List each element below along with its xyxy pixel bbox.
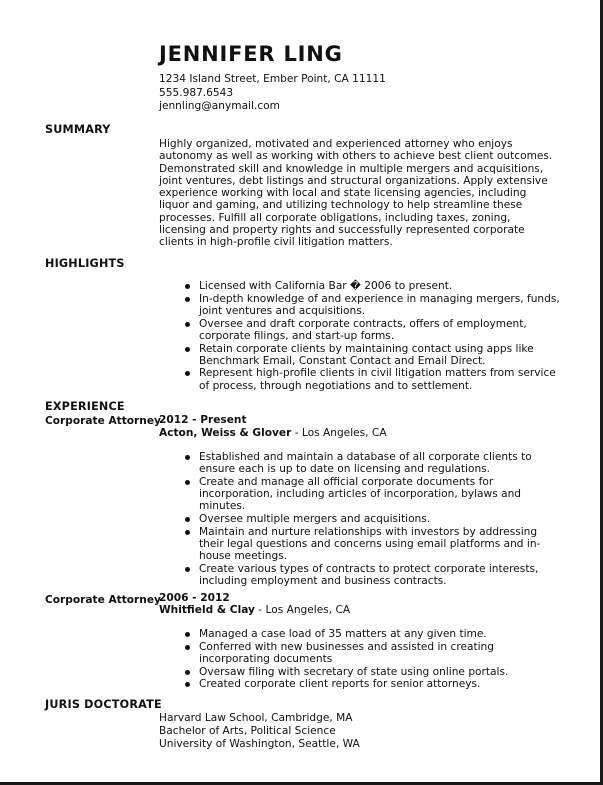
summary-heading: SUMMARY [45,123,111,136]
job-dates: 2012 - Present [159,414,247,426]
highlights-heading: HIGHLIGHTS [45,257,125,270]
contact-block [159,73,386,114]
job-company: Acton, Weiss & Glover [159,427,292,439]
list-item: Conferred with new businesses and assisted in creating incorporating documents [199,641,564,665]
job-bullets [199,628,564,691]
job-location: - Los Angeles, CA [254,604,351,616]
summary-text: Highly organized, motivated and experienced attorney who enjoys autonomy as well as working with others to achieve best client outcomes. Demonstrated skill and knowledge in multiple mergers and acquisitions, joint ventures, debt listings and structural organizations. Apply extensive experience working with local and state licensing agencies, including liquor and gaming, and utilizing technology to help streamline these processes. Fulfill all corporate obligations, including taxes, zoning, licensing and property rights and successfully represented corporate clients in high-profile civil litigation matters. [159,138,553,249]
education-line: Harvard Law School, Cambridge, MA [159,712,353,724]
job-bullets [199,451,564,588]
list-item: Maintain and nurture relationships with investors by addressing their legal questions and concerns using email platforms and in-house meetings. [199,526,564,563]
education-line: University of Washington, Seattle, WA [159,738,360,750]
job-title: Corporate Attorney [45,594,161,606]
list-item: Licensed with California Bar � 2006 to present. [199,280,564,292]
job-company-line [159,604,350,616]
list-item: Managed a case load of 35 matters at any given time. [199,628,564,640]
highlights-list [199,280,564,392]
list-item: Established and maintain a database of all corporate clients to ensure each is up to date on licensing and regulations. [199,451,564,475]
email: jennling@anymail.com [159,100,280,112]
list-item: Create and manage all official corporate documents for incorporation, including articles of incorporation, bylaws and minutes. [199,476,564,513]
list-item: Represent high-profile clients in civil litigation matters from service of process, through negotiations and to settlement. [199,367,564,391]
list-item: Oversee multiple mergers and acquisitions. [199,513,564,525]
job-dates: 2006 - 2012 [159,592,230,604]
job-company: Whitfield & Clay [159,604,255,616]
candidate-name: JENNIFER LING [159,42,343,66]
list-item: Oversee and draft corporate contracts, offers of employment, corporate filings, and start-up forms. [199,318,564,342]
list-item: Create various types of contracts to protect corporate interests, including employment and business contracts. [199,563,564,587]
list-item: Created corporate client reports for senior attorneys. [199,678,564,690]
job-company-line [159,427,387,439]
job-title: Corporate Attorney [45,415,161,427]
list-item: Retain corporate clients by maintaining contact using apps like Benchmark Email, Constant Contact and Email Direct. [199,343,564,367]
list-item: In-depth knowledge of and experience in managing mergers, funds, joint ventures and acquisitions. [199,293,564,317]
address: 1234 Island Street, Ember Point, CA 11111 [159,73,386,85]
job-location: - Los Angeles, CA [291,427,387,439]
education-block [159,712,360,751]
experience-heading: EXPERIENCE [45,400,125,413]
list-item: Oversaw filing with secretary of state using online portals. [199,666,564,678]
phone: 555.987.6543 [159,86,234,99]
education-line: Bachelor of Arts, Political Science [159,725,336,737]
education-heading: JURIS DOCTORATE [45,698,162,711]
